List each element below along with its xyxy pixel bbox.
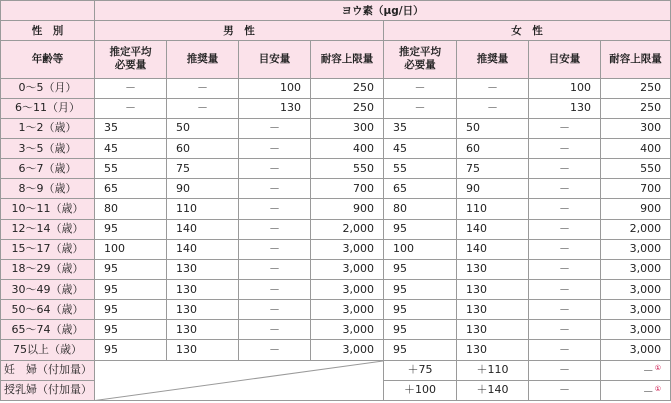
value-cell: 3,000: [311, 300, 384, 320]
value-text: －: [559, 363, 570, 377]
metric-header: [167, 41, 239, 78]
table-row: [1, 219, 671, 239]
value-cell: 35: [95, 118, 167, 138]
value-cell: 75: [457, 159, 529, 179]
value-cell: 80: [95, 199, 167, 219]
value-cell: 140: [457, 219, 529, 239]
value-cell: 75: [167, 159, 239, 179]
value-cell: －: [239, 219, 311, 239]
value-cell: －: [239, 340, 311, 360]
value-cell: 3,000: [311, 259, 384, 279]
value-cell: －: [529, 279, 601, 299]
value-cell: 3,000: [601, 239, 671, 259]
metric-header-line: 必要量: [404, 59, 436, 72]
value-cell: 2,000: [311, 219, 384, 239]
value-cell: [457, 360, 529, 380]
value-cell: 300: [601, 118, 671, 138]
age-cell: 65～74（歳）: [1, 320, 95, 340]
value-cell: 60: [457, 138, 529, 158]
sex-row: [1, 21, 671, 41]
age-cell: 10～11（歳）: [1, 199, 95, 219]
value-cell: －: [239, 300, 311, 320]
table-row: [1, 78, 671, 98]
value-cell: 65: [384, 179, 457, 199]
value-cell: 35: [384, 118, 457, 138]
value-text: －: [642, 364, 654, 378]
value-text: ＋100: [404, 383, 436, 397]
table-row: [1, 138, 671, 158]
age-cell: 50～64（歳）: [1, 300, 95, 320]
value-cell: 110: [167, 199, 239, 219]
value-cell: 140: [457, 239, 529, 259]
table-title: ヨウ素（μg/日）: [95, 1, 671, 21]
value-cell: 95: [95, 320, 167, 340]
value-cell: －: [529, 138, 601, 158]
value-cell: 3,000: [601, 259, 671, 279]
value-cell: 3,000: [311, 340, 384, 360]
table-row: [1, 239, 671, 259]
value-cell: 130: [457, 320, 529, 340]
value-cell: 95: [384, 279, 457, 299]
value-cell: 95: [95, 219, 167, 239]
value-cell: －: [529, 159, 601, 179]
value-cell: [457, 380, 529, 400]
value-text: －: [642, 385, 654, 399]
value-cell: 300: [311, 118, 384, 138]
female-header: 女 性: [384, 21, 671, 41]
value-cell: 90: [457, 179, 529, 199]
metric-header-line: 推奨量: [476, 52, 509, 65]
value-cell: －: [529, 300, 601, 320]
value-cell: 3,000: [601, 320, 671, 340]
value-text: ＋110: [476, 363, 509, 377]
value-cell: －: [239, 199, 311, 219]
value-cell: 3,000: [311, 239, 384, 259]
value-cell: 65: [95, 179, 167, 199]
value-text: －: [559, 383, 570, 397]
value-cell: －: [384, 98, 457, 118]
special-label: 妊 婦（付加量）: [1, 360, 95, 380]
value-cell: 45: [384, 138, 457, 158]
metric-header-line: 耐容上限量: [609, 52, 662, 65]
value-cell: －: [529, 199, 601, 219]
value-cell: 50: [457, 118, 529, 138]
age-cell: 15～17（歳）: [1, 239, 95, 259]
value-cell: －: [529, 239, 601, 259]
metric-header-line: 推奨量: [186, 52, 219, 65]
value-cell: －: [239, 118, 311, 138]
value-cell: －: [239, 179, 311, 199]
value-cell: －: [529, 118, 601, 138]
value-cell: 3,000: [311, 279, 384, 299]
metric-header-line: 推定平均: [399, 46, 441, 59]
value-cell: 3,000: [601, 300, 671, 320]
age-cell: 8～9（歳）: [1, 179, 95, 199]
title-row: [1, 1, 671, 21]
metric-header: [529, 41, 601, 78]
value-cell: －: [529, 340, 601, 360]
corner-cell: [1, 1, 95, 21]
age-cell: 12～14（歳）: [1, 219, 95, 239]
value-cell: 250: [311, 98, 384, 118]
value-cell: 100: [95, 239, 167, 259]
metric-header: [95, 41, 167, 78]
value-cell: －: [529, 219, 601, 239]
male-header: 男 性: [95, 21, 384, 41]
table-row: [1, 179, 671, 199]
value-cell: 3,000: [601, 279, 671, 299]
value-cell: 55: [384, 159, 457, 179]
value-cell: 130: [457, 279, 529, 299]
metric-header-row: [1, 41, 671, 78]
value-cell: －: [167, 78, 239, 98]
value-cell: －: [239, 320, 311, 340]
value-cell: 130: [167, 340, 239, 360]
value-cell: 700: [601, 179, 671, 199]
age-cell: 3～5（歳）: [1, 138, 95, 158]
value-cell: 250: [311, 78, 384, 98]
value-cell: 130: [167, 300, 239, 320]
metric-header-line: 目安量: [548, 52, 581, 65]
value-cell: －: [529, 179, 601, 199]
value-cell: 100: [239, 78, 311, 98]
value-cell: 130: [239, 98, 311, 118]
value-cell: 140: [167, 239, 239, 259]
value-cell: －: [239, 259, 311, 279]
value-cell: 95: [95, 340, 167, 360]
table-row: [1, 259, 671, 279]
value-cell: 130: [167, 259, 239, 279]
value-cell: －: [457, 78, 529, 98]
table-row: [1, 159, 671, 179]
value-cell: 700: [311, 179, 384, 199]
age-cell: 18～29（歳）: [1, 259, 95, 279]
value-cell: 95: [384, 340, 457, 360]
age-cell: 1～2（歳）: [1, 118, 95, 138]
value-cell: [601, 380, 671, 400]
value-cell: 400: [601, 138, 671, 158]
value-cell: －: [239, 159, 311, 179]
value-cell: 50: [167, 118, 239, 138]
footnote-marker: ①: [654, 384, 662, 393]
not-applicable-cell: [95, 360, 384, 400]
table-row: [1, 118, 671, 138]
metric-header-line: 推定平均: [109, 46, 152, 59]
table-row: [1, 340, 671, 360]
value-cell: 110: [457, 199, 529, 219]
value-cell: 2,000: [601, 219, 671, 239]
metric-header-line: 耐容上限量: [320, 52, 374, 65]
value-cell: 55: [95, 159, 167, 179]
value-cell: 250: [601, 98, 671, 118]
metric-header-line: 必要量: [114, 59, 147, 72]
value-cell: 130: [457, 340, 529, 360]
table-row: [1, 279, 671, 299]
value-cell: 550: [311, 159, 384, 179]
table-row: [1, 320, 671, 340]
value-cell: 130: [529, 98, 601, 118]
value-cell: －: [529, 259, 601, 279]
metric-header: [601, 41, 671, 78]
value-cell: －: [239, 239, 311, 259]
value-cell: [601, 360, 671, 380]
footnote-marker: ①: [654, 364, 662, 373]
value-cell: －: [457, 98, 529, 118]
value-cell: [384, 360, 457, 380]
value-cell: 95: [384, 219, 457, 239]
value-cell: －: [95, 98, 167, 118]
age-cell: 75以上（歳）: [1, 340, 95, 360]
value-cell: 130: [167, 320, 239, 340]
value-cell: 3,000: [601, 340, 671, 360]
value-cell: 95: [95, 259, 167, 279]
table-row: [1, 300, 671, 320]
metric-header-line: 目安量: [258, 52, 291, 65]
metric-header: [457, 41, 529, 78]
value-cell: －: [384, 78, 457, 98]
value-cell: 900: [311, 199, 384, 219]
value-cell: 130: [457, 300, 529, 320]
value-cell: 95: [384, 259, 457, 279]
table-row: [1, 199, 671, 219]
value-cell: －: [239, 138, 311, 158]
age-label: 年齢等: [1, 41, 95, 78]
value-cell: [529, 380, 601, 400]
value-text: ＋140: [476, 383, 509, 397]
value-cell: 3,000: [311, 320, 384, 340]
age-cell: 6～11（月）: [1, 98, 95, 118]
value-cell: －: [167, 98, 239, 118]
value-cell: 95: [95, 300, 167, 320]
value-cell: 130: [457, 259, 529, 279]
value-cell: 80: [384, 199, 457, 219]
value-cell: 250: [601, 78, 671, 98]
value-cell: 95: [384, 300, 457, 320]
value-cell: 140: [167, 219, 239, 239]
metric-header: [239, 41, 311, 78]
value-cell: 900: [601, 199, 671, 219]
value-text: ＋75: [407, 363, 433, 377]
value-cell: [384, 380, 457, 400]
value-cell: 100: [384, 239, 457, 259]
value-cell: [529, 360, 601, 380]
value-cell: 60: [167, 138, 239, 158]
age-cell: 30～49（歳）: [1, 279, 95, 299]
value-cell: 45: [95, 138, 167, 158]
age-cell: 0～5（月）: [1, 78, 95, 98]
value-cell: －: [95, 78, 167, 98]
value-cell: －: [239, 279, 311, 299]
value-cell: 100: [529, 78, 601, 98]
value-cell: 130: [167, 279, 239, 299]
diagonal-line: [95, 361, 383, 400]
value-cell: 95: [384, 320, 457, 340]
value-cell: 400: [311, 138, 384, 158]
age-cell: 6～7（歳）: [1, 159, 95, 179]
metric-header: [384, 41, 457, 78]
value-cell: 95: [95, 279, 167, 299]
special-label: 授乳婦（付加量）: [1, 380, 95, 400]
special-row: [1, 360, 671, 380]
table-row: [1, 98, 671, 118]
value-cell: －: [529, 320, 601, 340]
value-cell: 90: [167, 179, 239, 199]
metric-header: [311, 41, 384, 78]
value-cell: 550: [601, 159, 671, 179]
sex-label: 性 別: [1, 21, 95, 41]
